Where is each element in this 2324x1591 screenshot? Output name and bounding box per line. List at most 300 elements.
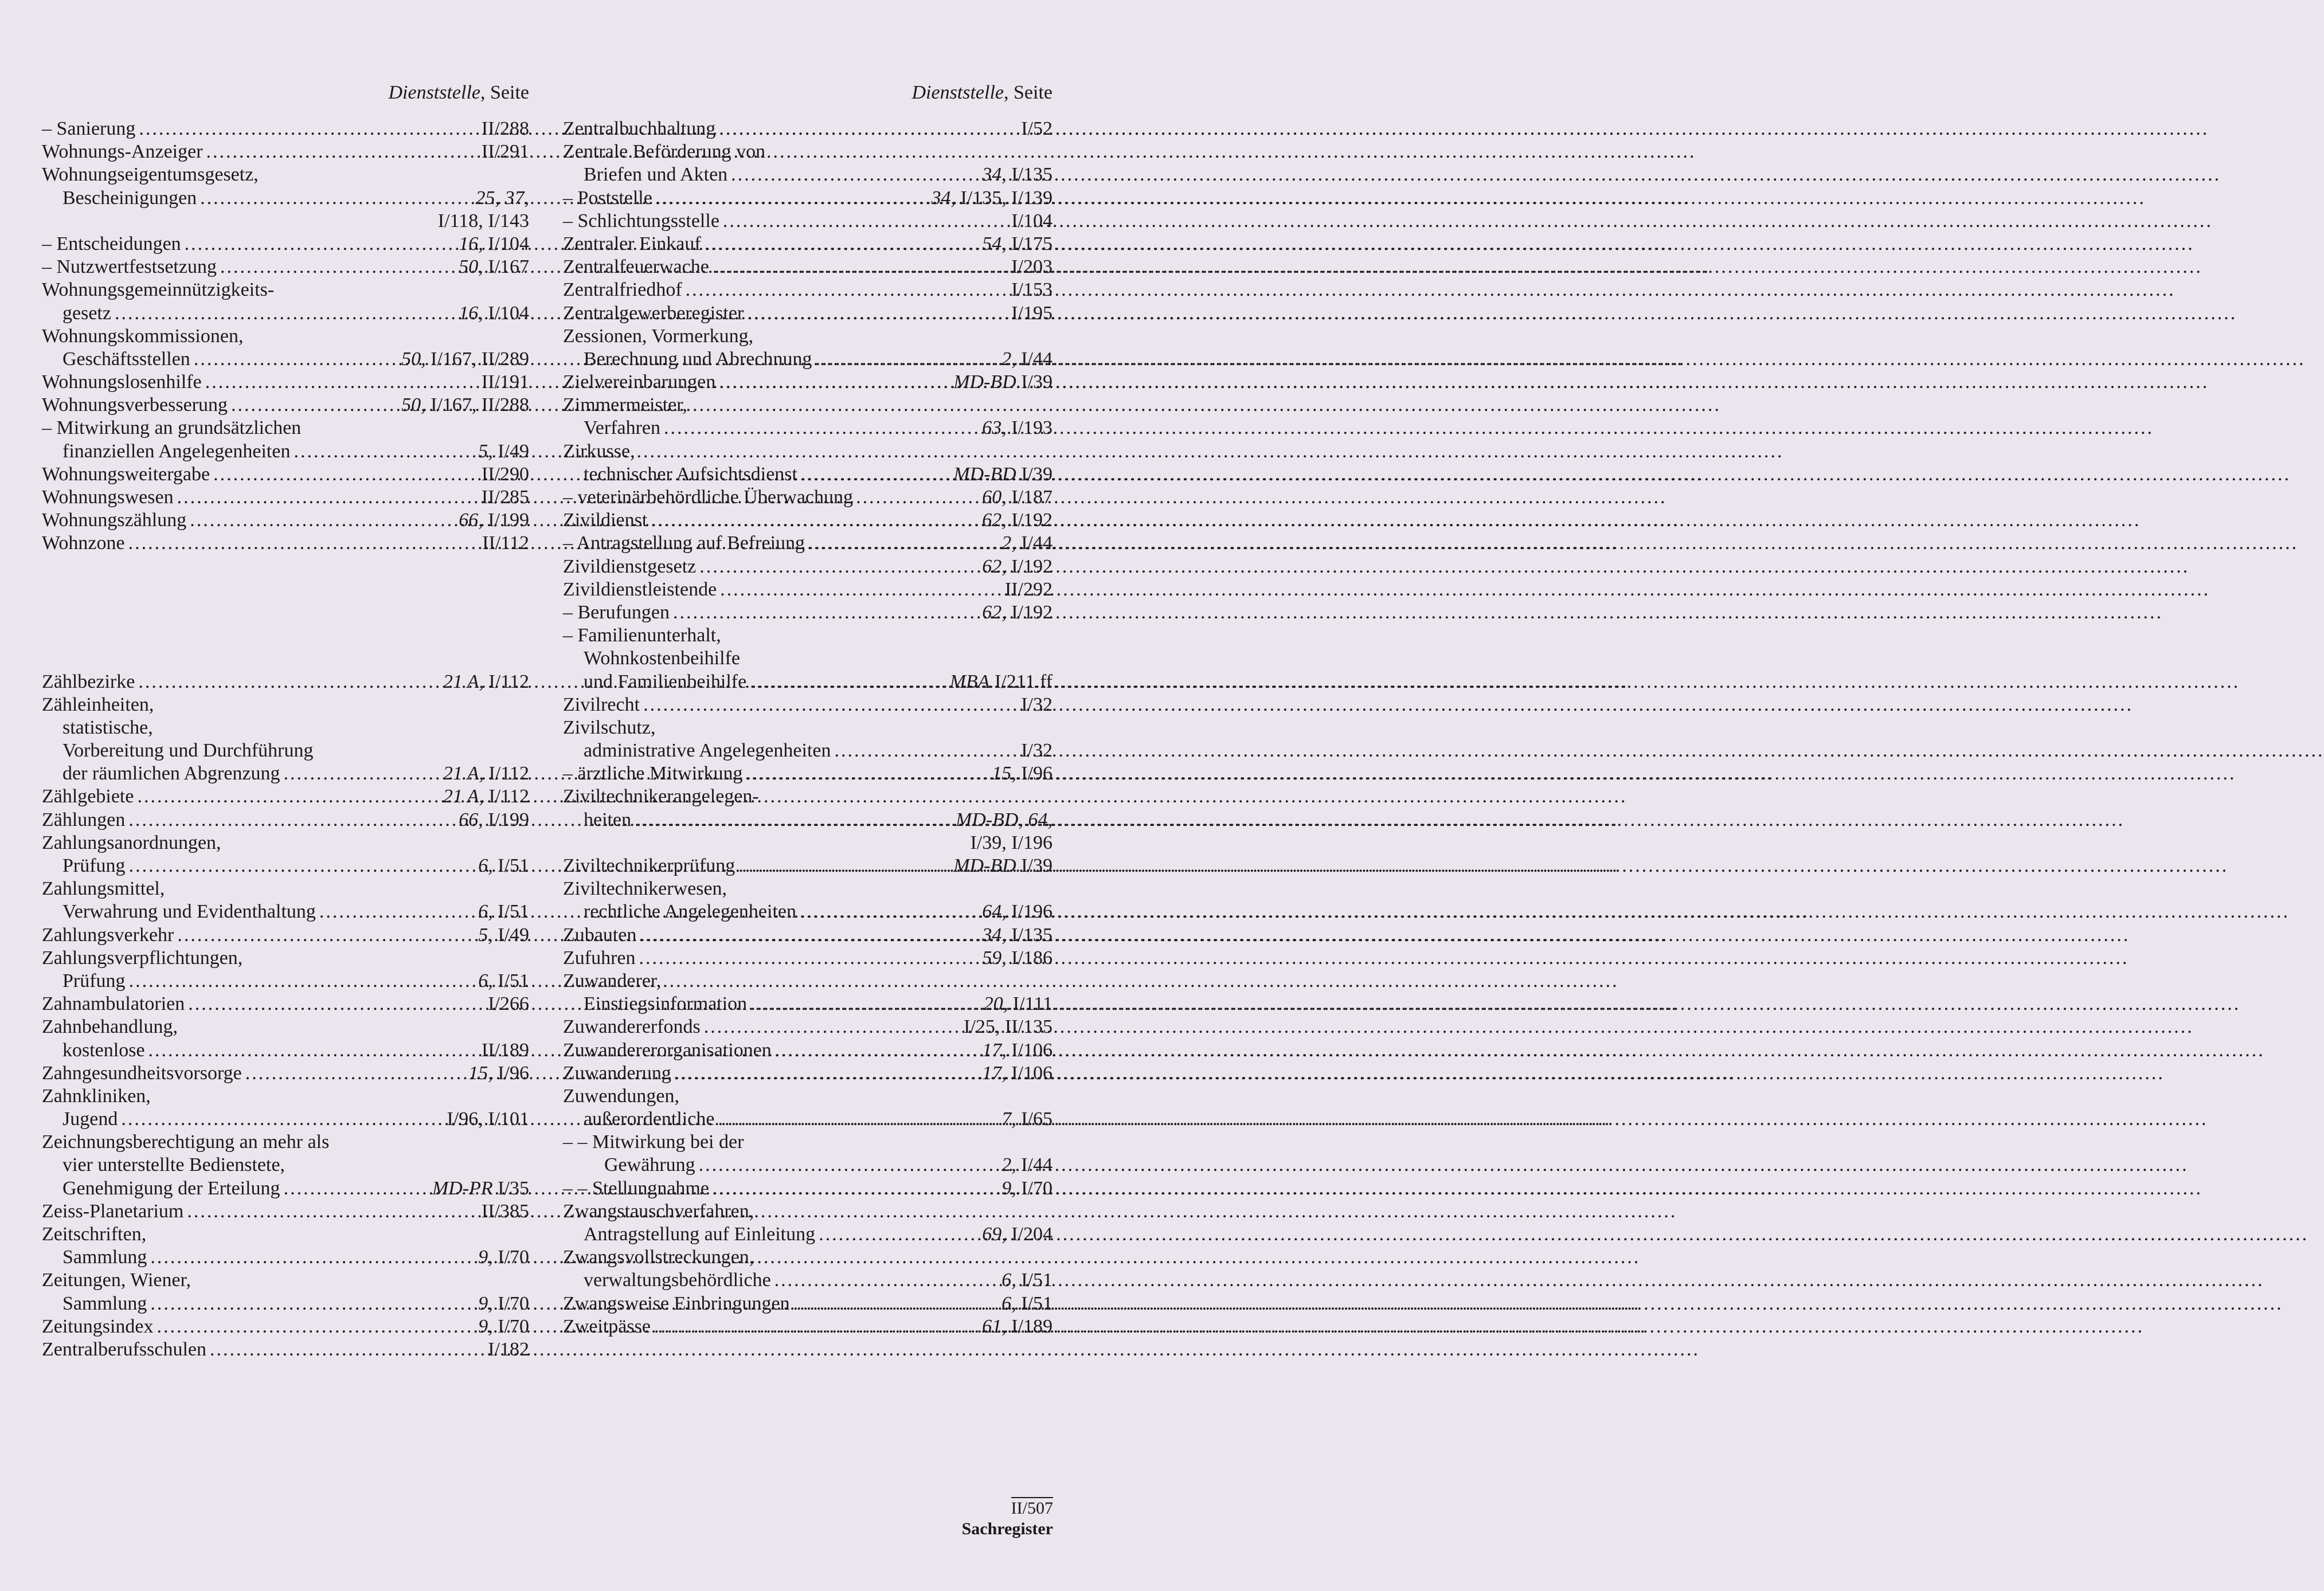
entry-term: administrative Angelegenheiten [584,740,831,762]
reference-department: 50, [459,256,483,278]
index-entry [42,163,529,186]
entry-reference [979,924,1053,947]
entry-reference [478,463,529,486]
dot-leader [747,993,980,1016]
entry-term: Zivildienstleistende [563,578,717,600]
index-entry [42,1338,529,1361]
reference-department: 16, [459,233,483,254]
reference-department: 17, [982,1039,1007,1061]
entry-reference [443,1108,529,1131]
entry-term: Zentralfeuerwache [563,256,709,278]
entry-reference [1018,117,1053,140]
entry-reference [479,532,529,555]
dot-leader [742,762,988,785]
reference-department: 6, [478,970,493,992]
index-entry [563,486,1053,509]
reference-page: I/199 [483,510,529,531]
entry-term: Prüfung [62,855,126,876]
entry-reference [1008,256,1053,279]
entry-reference [475,440,529,463]
reference-department: 9, [478,1292,493,1314]
entry-reference [1008,279,1053,301]
reference-page: I/51 [1016,1269,1053,1291]
reference-page: I/104 [1011,210,1053,232]
reference-department: 20, [983,993,1008,1015]
entry-reference [475,1292,529,1315]
entry-reference [967,832,1053,855]
entry-reference [998,1177,1053,1200]
entry-term: Zimmermeister, [563,394,687,416]
dot-leader [772,1039,979,1062]
reference-page: I/189 [1006,1315,1053,1337]
index-entry [42,1223,529,1246]
entry-term: Geschäftsstellen [62,348,190,370]
entry-term: Wohnzone [42,532,125,554]
reference-department: 34, [982,164,1007,186]
reference-page: I/35 [492,1177,529,1199]
entry-term: Zeichnungsberechtigung an mehr als [42,1131,330,1153]
reference-page: I/39 [1016,371,1053,393]
reference-page: I/32 [1021,693,1053,715]
reference-department: MD-BD [953,855,1016,876]
entry-term: Wohnkostenbeihilfe [584,648,740,669]
index-entry [563,924,1053,947]
reference-department: 9, [478,1315,493,1337]
entry-reference [478,1039,529,1062]
reference-page: I/51 [492,855,529,876]
entry-term: Zentralberufsschulen [42,1338,206,1360]
entry-reference [475,855,529,877]
index-entry [42,855,529,877]
entry-term: – – Stellungnahme [563,1177,709,1199]
reference-page: I/39 [1016,463,1053,485]
entry-reference [455,809,529,832]
entry-term: Wohnungskommissionen, [42,325,244,347]
entry-term: Zahlungsverkehr [42,924,174,946]
index-entry [563,671,1053,693]
index-entry [563,1315,1053,1338]
dot-leader [145,1039,478,1062]
entry-term: Zufuhren [563,947,636,969]
index-entry [563,832,1053,855]
entry-term: Zeitschriften, [42,1224,147,1245]
index-entry [563,1200,1053,1223]
dot-leader [812,348,998,371]
dot-leader [701,233,979,256]
entry-term: Zahnbehandlung, [42,1016,178,1038]
index-entry [563,762,1053,785]
index-entry [563,993,1053,1016]
index-entry [42,993,529,1016]
reference-department: 69, [982,1224,1007,1245]
entry-term: Zentralbuchhaltung [563,118,716,139]
blank-line [42,624,529,647]
index-entry [42,509,529,532]
index-entry [42,371,529,394]
index-entry [42,671,529,693]
right-column-header [563,81,1053,104]
dot-leader [790,1292,999,1315]
header-rest: , Seite [480,82,529,103]
index-entry [563,1246,1053,1269]
index-entry [42,716,529,739]
dot-leader [671,1062,979,1085]
entry-term: Zubauten [563,924,637,946]
reference-department: 62, [982,510,1007,531]
index-entry [42,1292,529,1315]
entry-reference [979,1223,1053,1246]
dot-leader [228,394,398,417]
entry-term: Zielvereinbarungen [563,371,716,393]
entry-term: vier unterstellte Bedienstete, [62,1154,285,1176]
index-entry [42,1016,529,1039]
entry-term: verwaltungsbehördliche [584,1269,771,1291]
entry-term: rechtliche Angelegenheiten [584,901,796,923]
index-entry [42,1131,529,1154]
entry-reference [440,671,529,693]
index-entry [42,1177,529,1200]
entry-term: Ziviltechnikerangelegen- [563,786,759,808]
index-entry [563,785,1053,808]
entry-term: Wohnungswesen [42,487,174,508]
entry-term: – – Mitwirkung bei der [563,1131,744,1153]
entry-term: Wohnungslosenhilfe [42,371,202,393]
reference-department: 34, [982,924,1007,946]
index-entry [563,302,1053,325]
entry-reference [1008,302,1053,325]
reference-page: II/290 [481,463,529,485]
entry-term: Zivilrecht [563,693,640,715]
index-entry [563,417,1053,440]
reference-department: 64, [982,901,1007,923]
entry-reference [979,486,1053,509]
entry-reference [979,163,1053,186]
index-entry [42,1246,529,1269]
entry-term: Zivildienstgesetz [563,555,697,577]
reference-page: II/285 [481,487,529,508]
index-entry [563,394,1053,417]
dot-leader [797,463,950,486]
index-entry [563,947,1053,970]
dot-leader [636,924,979,947]
entry-term: Zuwandererfonds [563,1016,701,1038]
reference-department: 15, [992,763,1016,785]
dot-leader [185,993,484,1016]
dot-leader [174,486,478,509]
entry-term: und Familienbeihilfe [584,671,747,692]
reference-page: II/385 [481,1200,529,1222]
entry-reference [478,371,529,394]
dot-leader [719,210,1008,233]
page-footer [962,1497,1053,1539]
index-entry [563,210,1053,233]
reference-department: 59, [982,947,1007,969]
reference-page: I/196 [1006,901,1053,923]
dot-leader [714,1108,998,1131]
index-entry [42,924,529,947]
entry-reference [950,371,1053,394]
entry-reference [465,1062,529,1085]
index-entry [563,739,1053,762]
entry-term: – Antragstellung auf Befreiung [563,532,805,554]
index-entry [42,532,529,555]
entry-reference [440,785,529,808]
reference-department: 2, [1001,1154,1016,1176]
reference-page: I/52 [1021,118,1053,139]
entry-term: Zentralfriedhof [563,279,682,301]
entry-reference [475,1246,529,1269]
index-entry [42,1085,529,1108]
reference-department: 34, [931,187,956,209]
dot-leader [735,855,950,877]
index-entry [563,601,1053,624]
reference-page: I/112 [483,671,529,692]
reference-page: I/32 [1021,740,1053,762]
reference-page: I/70 [1016,1177,1053,1199]
index-entry [42,1154,529,1177]
entry-reference [440,762,529,785]
index-entry [42,762,529,785]
entry-term: Zahlungsverpflichtungen, [42,947,243,969]
reference-department: 62, [982,601,1007,623]
reference-department: 21 A, [443,786,484,808]
index-entry [563,1269,1053,1292]
entry-reference [455,233,529,256]
entry-term: – Berufungen [563,601,670,623]
entry-term: Zwangstauschverfahren, [563,1200,754,1222]
entry-term: Zeitungen, Wiener, [42,1269,191,1291]
reference-page: I/25, II/135 [964,1016,1053,1038]
index-entry [563,1223,1053,1246]
index-entry [563,855,1053,877]
index-entry [42,693,529,716]
entry-reference [435,210,529,233]
dot-leader [147,1246,475,1269]
reference-page: I/111 [1008,993,1053,1015]
entry-term: – Nutzwertfestsetzung [42,256,217,278]
reference-department: 62, [982,555,1007,577]
dot-leader [186,509,455,532]
dot-leader [715,371,950,394]
index-entry [42,187,529,210]
index-entry [563,117,1053,140]
reference-department: 6, [1001,1292,1016,1314]
dot-leader [805,532,998,555]
index-entry [563,624,1053,647]
dot-leader [290,440,475,463]
entry-term: heiten [584,809,632,830]
entry-term: Antragstellung auf Einleitung [584,1224,816,1245]
index-entry [563,256,1053,279]
reference-page: I/44 [1016,532,1053,554]
entry-term: Zählgebiete [42,786,134,808]
entry-term: Zivilschutz, [563,716,656,738]
index-entry [563,716,1053,739]
dot-leader [647,509,979,532]
entry-reference [952,809,1053,832]
index-entry [563,970,1053,993]
dot-leader [134,785,439,808]
reference-department: 50, [401,348,426,370]
dot-leader [636,947,979,970]
index-entry [563,463,1053,486]
left-column [42,81,529,1361]
entry-term: Verwahrung und Evidenthaltung [62,901,316,923]
reference-department: 61, [982,1315,1007,1337]
reference-page: I/199 [483,809,529,830]
reference-page: I/70 [492,1247,529,1268]
blank-line [42,647,529,670]
index-entry [42,809,529,832]
reference-page: I/175 [1006,233,1053,254]
entry-term: Zeitungsindex [42,1315,154,1337]
dot-leader [280,1177,429,1200]
index-entry [563,163,1053,186]
blank-line [42,555,529,578]
dot-leader [154,1315,475,1338]
index-entry [42,1108,529,1131]
entry-reference [475,900,529,923]
entry-term: – Poststelle [563,187,652,209]
entry-reference [1018,739,1053,762]
entry-term: – ärztliche Mitwirkung [563,763,743,785]
dot-leader [831,739,1018,762]
dot-leader [210,463,478,486]
reference-department: MBA [949,671,990,692]
dot-leader [682,279,1008,301]
entry-term: der räumlichen Abgrenzung [62,763,280,785]
entry-reference [455,509,529,532]
index-entry [563,325,1053,348]
entry-reference [960,1016,1053,1039]
entry-reference [979,509,1053,532]
entry-term: Zählungen [42,809,126,830]
index-entry [563,440,1053,463]
entry-reference [998,1269,1053,1292]
entry-term: Zuwanderer, [563,970,662,992]
entry-term: – Schlichtungsstelle [563,210,719,232]
reference-department: 50, [401,394,426,416]
index-entry [42,1200,529,1223]
reference-department: 9, [1001,1177,1016,1199]
dot-leader [135,671,439,693]
index-entry [42,256,529,279]
blank-line [42,578,529,601]
entry-reference [475,1315,529,1338]
entry-reference [998,348,1053,371]
reference-page: I/51 [492,901,529,923]
entry-reference [478,1200,529,1223]
dot-leader [197,187,472,210]
index-entry [563,187,1053,210]
entry-term: Sammlung [62,1292,147,1314]
reference-page: I/106 [1006,1039,1053,1061]
reference-department: 66, [459,510,483,531]
reference-page: I/167 [483,256,529,278]
dot-leader [280,762,440,785]
reference-page: II/288 [481,118,529,139]
index-entry [42,1315,529,1338]
reference-page: I/153 [1011,279,1053,301]
reference-page: I/192 [1006,601,1053,623]
entry-term: Wohnungs-Anzeiger [42,141,203,163]
index-entry [42,1039,529,1062]
dot-leader [174,924,475,947]
entry-term: Zirkusse, [563,440,635,462]
entry-term: Zahlungsanordnungen, [42,832,221,853]
reference-page: I/70 [492,1292,529,1314]
index-entry [563,371,1053,394]
index-entry [42,900,529,923]
index-entry [563,532,1053,555]
dot-leader [111,302,455,325]
index-entry [42,463,529,486]
dot-leader [126,855,475,877]
index-entry [42,233,529,256]
entry-term: Zählbezirke [42,671,135,692]
entry-term: technischer Aufsichtsdienst [584,463,797,485]
entry-term: – Sanierung [42,118,136,139]
dot-leader [631,809,952,832]
reference-department: MD-PR [432,1177,493,1199]
left-column-header [42,81,529,104]
entry-term: Verfahren [584,417,661,439]
entry-term: Genehmigung der Erteilung [62,1177,280,1199]
dot-leader [696,555,979,578]
entry-term: Zentrale Beförderung von [563,141,766,163]
dot-leader [670,601,979,624]
entry-term: Wohnungsgemeinnützigkeits- [42,279,275,301]
right-entries [563,117,1053,1338]
entry-term: Wohnungseigentumsgesetz, [42,164,259,186]
entry-reference [979,900,1053,923]
entry-reference [1018,693,1053,716]
reference-department: 60, [982,487,1007,508]
reference-page: I/167, II/288 [425,394,529,416]
entry-term: Wohnungsweitergabe [42,463,210,485]
dot-leader [727,163,979,186]
reference-page: I/192 [1006,510,1053,531]
entry-term: Briefen und Akten [584,164,728,186]
entry-reference [398,394,529,417]
index-entry [42,140,529,163]
index-entry [42,210,529,233]
index-entry [563,693,1053,716]
reference-department: 15, [468,1062,493,1084]
dot-leader [181,233,456,256]
index-entry [42,302,529,325]
reference-page: I/104 [483,302,529,324]
index-entry [42,1269,529,1292]
entry-term: statistische, [62,716,153,738]
index-entry [563,1177,1053,1200]
dot-leader [640,693,1018,716]
index-entry [42,877,529,900]
entry-term: Berechnung und Abrechnung [584,348,812,370]
reference-page: I/106 [1006,1062,1053,1084]
entry-term: Zahnambulatorien [42,993,185,1015]
reference-department: 16, [459,302,483,324]
dot-leader [709,256,1008,279]
entry-term: Zahnkliniken, [42,1085,151,1107]
reference-department: MD-BD, 64, [955,809,1053,830]
entry-term: Einstiegsinformation [584,993,748,1015]
reference-department: 6, [478,901,493,923]
entry-term: Jugend [62,1108,118,1130]
reference-page: I/70 [492,1315,529,1337]
index-entry [563,809,1053,832]
reference-page: I/44 [1016,1154,1053,1176]
